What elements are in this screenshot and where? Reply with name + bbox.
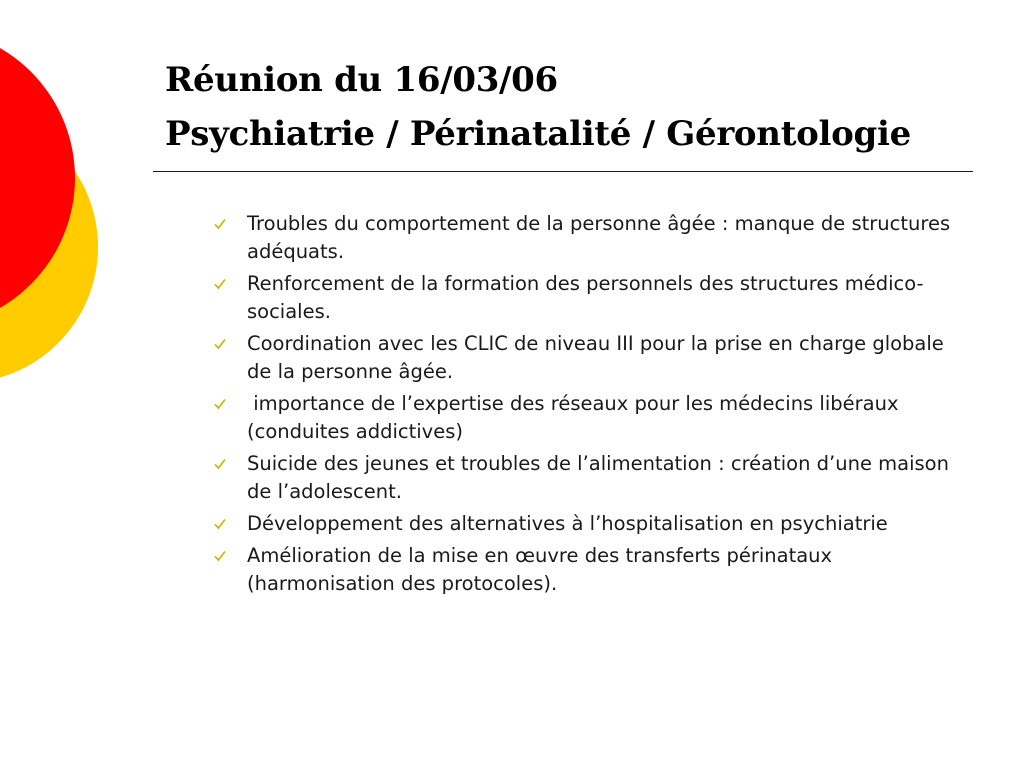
bullet-text: importance de l’expertise des réseaux pour les médecins libéraux (conduites addictives) bbox=[247, 392, 905, 443]
bullet-text: Amélioration de la mise en œuvre des transferts périnataux (harmonisation des protocoles). bbox=[247, 544, 833, 595]
slide-title bbox=[165, 53, 985, 161]
bullet-item bbox=[213, 390, 973, 446]
bullet-text: Suicide des jeunes et troubles de l’alimentation : création d’une maison de l’adolescent. bbox=[247, 452, 949, 503]
bullet-list bbox=[213, 210, 973, 602]
check-icon bbox=[213, 337, 227, 351]
bullet-text: Renforcement de la formation des personnels des structures médico-sociales. bbox=[247, 272, 924, 323]
title-line-2: Psychiatrie / Périnatalité / Gérontologie bbox=[165, 114, 911, 154]
check-icon bbox=[213, 277, 227, 291]
decorative-circles bbox=[0, 0, 120, 420]
bullet-item bbox=[213, 330, 973, 386]
check-icon bbox=[213, 397, 227, 411]
bullet-item bbox=[213, 450, 973, 506]
bullet-item bbox=[213, 510, 973, 538]
check-icon bbox=[213, 457, 227, 471]
title-line-1: Réunion du 16/03/06 bbox=[165, 60, 558, 100]
bullet-item bbox=[213, 542, 973, 598]
bullet-item bbox=[213, 210, 973, 266]
bullet-text: Troubles du comportement de la personne âgée : manque de structures adéquats. bbox=[247, 212, 951, 263]
check-icon bbox=[213, 517, 227, 531]
title-divider bbox=[153, 171, 973, 172]
bullet-text: Développement des alternatives à l’hospitalisation en psychiatrie bbox=[247, 512, 888, 535]
check-icon bbox=[213, 217, 227, 231]
bullet-text: Coordination avec les CLIC de niveau III pour la prise en charge globale de la personne âgée. bbox=[247, 332, 944, 383]
check-icon bbox=[213, 549, 227, 563]
bullet-item bbox=[213, 270, 973, 326]
